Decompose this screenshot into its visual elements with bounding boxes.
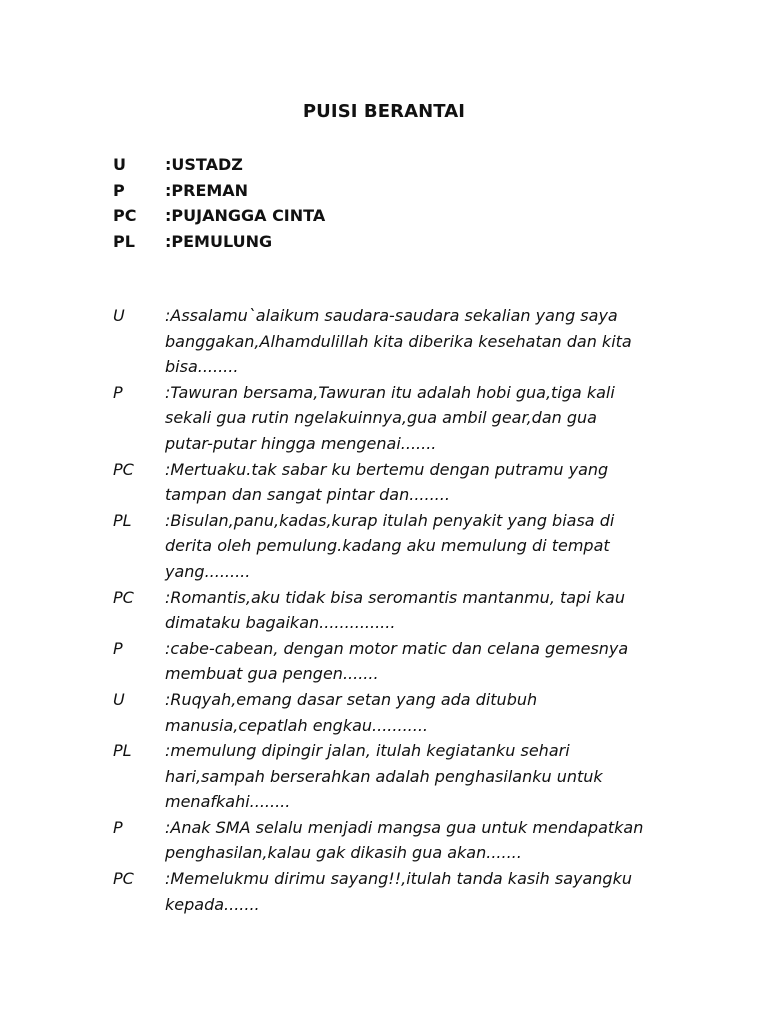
legend-code: PL (113, 231, 135, 251)
dialogue-line (113, 380, 673, 457)
speaker-text: :Memelukmu dirimu sayang!!,itulah tanda kasih sayangku kepada....... (165, 869, 632, 914)
legend-row (113, 229, 673, 255)
dialogue-line (113, 508, 673, 585)
dialogue-line (113, 303, 673, 380)
legend-row (113, 178, 673, 204)
legend-row (113, 152, 673, 178)
speaker-code: PC (113, 587, 134, 607)
speaker-code: P (113, 638, 123, 658)
dialogue-line (113, 738, 673, 815)
poem-dialogue (113, 303, 673, 917)
speaker-code: U (113, 689, 125, 709)
legend-name: :PUJANGGA CINTA (165, 206, 326, 225)
speaker-text: :Assalamu`alaikum saudara-saudara sekalian yang saya banggakan,Alhamdulillah kita diberika kesehatan dan kita bisa........ (165, 306, 632, 377)
dialogue-line (113, 815, 673, 866)
page-title: PUISI BERANTAI (302, 101, 466, 122)
legend-row (113, 203, 673, 229)
speaker-text: :Bisulan,panu,kadas,kurap itulah penyakit yang biasa di derita oleh pemulung.kadang aku memulung di tempat yang......... (165, 510, 615, 581)
speaker-text: :Anak SMA selalu menjadi mangsa gua untuk mendapatkan penghasilan,kalau gak dikasih gua akan....... (165, 817, 644, 863)
speaker-text: :Mertuaku.tak sabar ku bertemu dengan putramu yang tampan dan sangat pintar dan........ (165, 459, 609, 505)
speaker-text: :Ruqyah,emang dasar setan yang ada ditubuh manusia,cepatlah engkau........... (165, 689, 538, 735)
character-legend (113, 152, 673, 254)
speaker-code: PL (113, 510, 132, 530)
dialogue-line (113, 687, 673, 738)
dialogue-line (113, 636, 673, 687)
speaker-code: U (113, 306, 125, 325)
speaker-code: PC (113, 869, 134, 889)
legend-name: :PEMULUNG (165, 231, 273, 251)
dialogue-line (113, 866, 673, 917)
dialogue-line (113, 585, 673, 636)
speaker-code: P (113, 382, 123, 402)
legend-name: :USTADZ (165, 155, 243, 174)
speaker-code: PC (113, 459, 134, 479)
legend-name: :PREMAN (165, 180, 249, 200)
legend-code: U (113, 155, 126, 174)
speaker-text: :cabe-cabean, dengan motor matic dan celana gemesnya membuat gua pengen....... (165, 638, 629, 684)
dialogue-line (113, 457, 673, 508)
speaker-code: P (113, 817, 123, 837)
legend-code: PC (113, 206, 137, 225)
speaker-code: PL (113, 741, 132, 761)
speaker-text: :Romantis,aku tidak bisa seromantis mantanmu, tapi kau dimataku bagaikan............... (165, 587, 625, 633)
legend-code: P (113, 180, 125, 200)
speaker-text: :memulung dipingir jalan, itulah kegiatanku sehari hari,sampah berserahkan adalah penghasilanku untuk menafkahi........ (165, 741, 603, 812)
speaker-text: :Tawuran bersama,Tawuran itu adalah hobi gua,tiga kali sekali gua rutin ngelakuinnya,gua ambil gear,dan gua putar-putar hingga mengenai....... (165, 382, 615, 453)
